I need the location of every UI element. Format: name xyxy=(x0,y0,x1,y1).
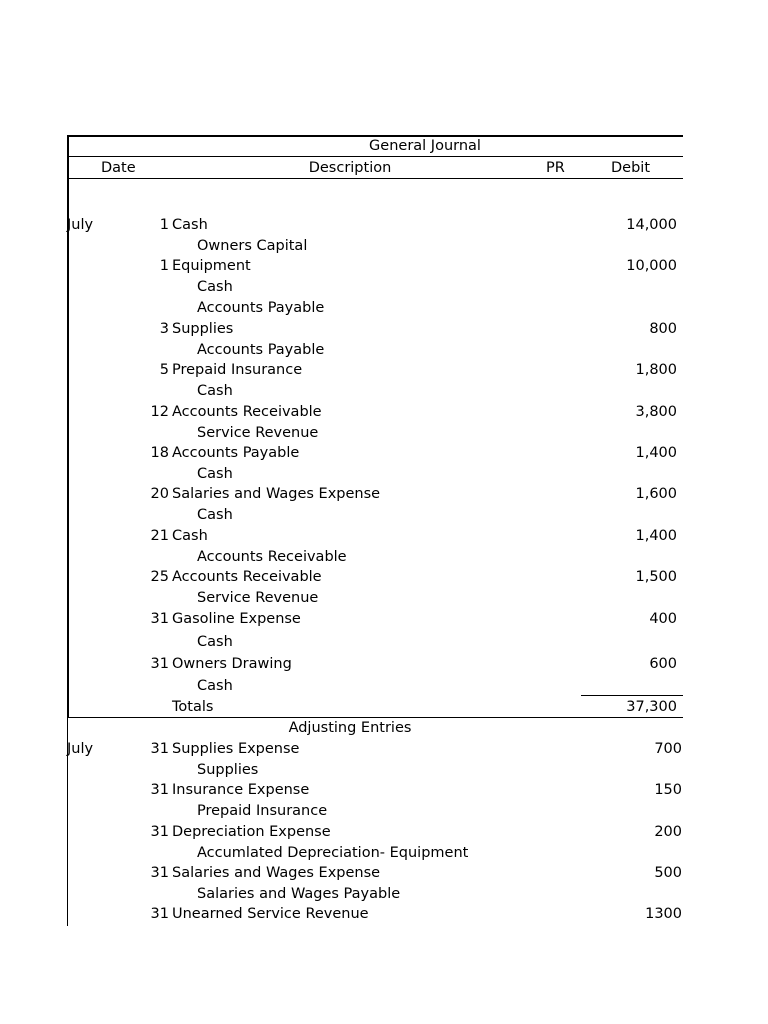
entry-debit-amount: 1,400 xyxy=(635,445,677,461)
entry-debit-account: Accounts Payable xyxy=(172,445,300,461)
entry-debit-account: Gasoline Expense xyxy=(172,611,301,627)
entry-credit-account: Cash xyxy=(197,634,233,650)
entry-day: 18 xyxy=(150,445,169,461)
adjusting-debit-account: Salaries and Wages Expense xyxy=(172,865,381,881)
adjusting-debit-amount: 150 xyxy=(654,782,682,798)
entry-credit-account: Cash xyxy=(197,279,233,295)
adjusting-day: 31 xyxy=(150,824,169,840)
entry-day: 1 xyxy=(159,258,169,274)
entry-debit-amount: 10,000 xyxy=(626,258,677,274)
entry-day: 31 xyxy=(150,656,169,672)
adjusting-title: Adjusting Entries xyxy=(288,720,412,736)
totals-debit: 37,300 xyxy=(626,699,677,715)
entry-debit-amount: 400 xyxy=(649,611,677,627)
entry-debit-account: Accounts Receivable xyxy=(172,569,322,585)
entry-debit-amount: 800 xyxy=(649,321,677,337)
entry-day: 21 xyxy=(150,528,169,544)
entry-day: 12 xyxy=(150,404,169,420)
entry-debit-account: Equipment xyxy=(172,258,251,274)
entry-day: 25 xyxy=(150,569,169,585)
adjusting-debit-account: Insurance Expense xyxy=(172,782,310,798)
header-divider xyxy=(67,178,683,179)
entry-credit-account: Cash xyxy=(197,383,233,399)
journal-month: July xyxy=(67,217,94,233)
adjusting-debit-amount: 200 xyxy=(654,824,682,840)
header-pr: PR xyxy=(546,160,565,176)
entry-debit-amount: 1,600 xyxy=(635,486,677,502)
adjusting-debit-account: Unearned Service Revenue xyxy=(172,906,369,922)
journal-title: General Journal xyxy=(369,138,481,154)
entry-credit-account: Accounts Payable xyxy=(197,300,325,316)
totals-label: Totals xyxy=(172,699,214,715)
entry-debit-amount: 1,500 xyxy=(635,569,677,585)
entry-debit-amount: 1,400 xyxy=(635,528,677,544)
adjusting-debit-account: Depreciation Expense xyxy=(172,824,331,840)
entry-debit-amount: 1,800 xyxy=(635,362,677,378)
adjusting-credit-account: Supplies xyxy=(197,762,259,778)
adjusting-credit-account: Salaries and Wages Payable xyxy=(197,886,401,902)
entry-day: 3 xyxy=(159,321,169,337)
adjusting-credit-account: Prepaid Insurance xyxy=(197,803,328,819)
entry-credit-account: Owners Capital xyxy=(197,238,308,254)
section-divider xyxy=(67,717,683,718)
adjusting-month: July xyxy=(67,741,94,757)
adjusting-day: 31 xyxy=(150,782,169,798)
adjusting-day: 31 xyxy=(150,906,169,922)
entry-credit-account: Service Revenue xyxy=(197,425,319,441)
entry-day: 5 xyxy=(159,362,169,378)
entry-debit-amount: 3,800 xyxy=(635,404,677,420)
entry-day: 31 xyxy=(150,611,169,627)
entry-debit-account: Cash xyxy=(172,217,208,233)
entry-credit-account: Service Revenue xyxy=(197,590,319,606)
entry-debit-account: Prepaid Insurance xyxy=(172,362,303,378)
entry-credit-account: Cash xyxy=(197,466,233,482)
entry-day: 20 xyxy=(150,486,169,502)
header-debit: Debit xyxy=(611,160,651,176)
entry-credit-account: Accounts Receivable xyxy=(197,549,347,565)
entry-debit-account: Salaries and Wages Expense xyxy=(172,486,381,502)
entry-debit-account: Cash xyxy=(172,528,208,544)
adjusting-debit-account: Supplies Expense xyxy=(172,741,300,757)
entry-debit-amount: 14,000 xyxy=(626,217,677,233)
header-description: Description xyxy=(308,160,392,176)
totals-underline xyxy=(581,695,683,696)
entry-debit-account: Accounts Receivable xyxy=(172,404,322,420)
entry-debit-account: Owners Drawing xyxy=(172,656,292,672)
adjusting-debit-amount: 1300 xyxy=(645,906,682,922)
entry-debit-amount: 600 xyxy=(649,656,677,672)
entry-day: 1 xyxy=(159,217,169,233)
entry-credit-account: Cash xyxy=(197,678,233,694)
header-date: Date xyxy=(101,160,136,176)
adjusting-credit-account: Accumlated Depreciation- Equipment xyxy=(197,845,469,861)
adjusting-debit-amount: 500 xyxy=(654,865,682,881)
title-divider xyxy=(67,156,683,157)
adjusting-day: 31 xyxy=(150,865,169,881)
entry-debit-account: Supplies xyxy=(172,321,234,337)
adjusting-day: 31 xyxy=(150,741,169,757)
entry-credit-account: Cash xyxy=(197,507,233,523)
adjusting-debit-amount: 700 xyxy=(654,741,682,757)
entry-credit-account: Accounts Payable xyxy=(197,342,325,358)
